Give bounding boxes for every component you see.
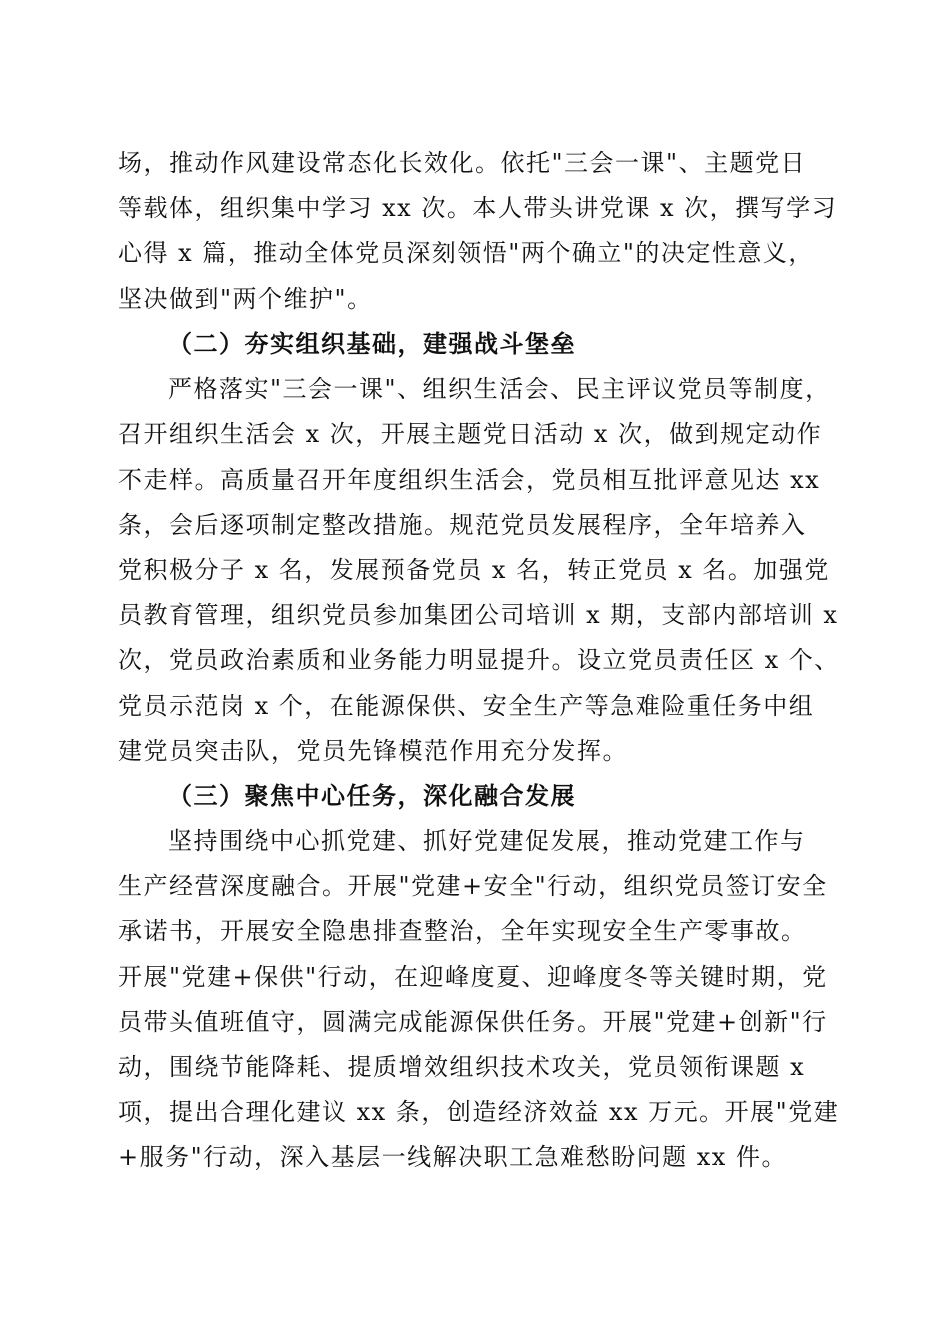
paragraph-line: 心得 x 篇，推动全体党员深刻领悟"两个确立"的决定性意义， (118, 239, 814, 267)
paragraph-line: 承诺书，开展安全隐患排查整治，全年实现安全生产零事故。 (118, 917, 807, 945)
paragraph-line: 生产经营深度融合。开展"党建+安全"行动，组织党员签订安全 (118, 872, 828, 900)
paragraph-line: 党员示范岗 x 个，在能源保供、安全生产等急难险重任务中组 (118, 692, 815, 720)
paragraph-line: 建党员突击队，党员先锋模范作用充分发挥。 (118, 737, 628, 765)
paragraph-line: 召开组织生活会 x 次，开展主题党日活动 x 次，做到规定动作 (118, 420, 823, 448)
paragraph-line: 条，会后逐项制定整改措施。规范党员发展程序，全年培养入 (118, 511, 807, 539)
paragraph-line: 党积极分子 x 名，发展预备党员 x 名，转正党员 x 名。加强党 (118, 556, 830, 584)
paragraph-line: 员带头值班值守，圆满完成能源保供任务。开展"党建+创新"行 (118, 1008, 828, 1036)
paragraph-line: 开展"党建+保供"行动，在迎峰度夏、迎峰度冬等关键时期，党 (118, 963, 828, 991)
paragraph-line: 动，围绕节能降耗、提质增效组织技术攻关，党员领衔课题 x (118, 1053, 806, 1081)
paragraph-line: 场，推动作风建设常态化长效化。依托"三会一课"、主题党日 (118, 149, 807, 177)
paragraph-line: 次，党员政治素质和业务能力明显提升。设立党员责任区 x 个、 (118, 646, 840, 674)
paragraph-line: 等载体，组织集中学习 xx 次。本人带头讲党课 x 次，撰写学习 (118, 194, 838, 222)
paragraph-line: 不走样。高质量召开年度组织生活会，党员相互批评意见达 xx (118, 466, 821, 494)
paragraph-line: +服务"行动，深入基层一线解决职工急难愁盼问题 xx 件。 (118, 1143, 787, 1171)
paragraph-first-line: 坚持围绕中心抓党建、抓好党建促发展，推动党建工作与 (168, 827, 806, 855)
paragraph-first-line: 严格落实"三会一课"、组织生活会、民主评议党员等制度， (168, 375, 831, 403)
section-heading-2: （二）夯实组织基础，建强战斗堡垒 (168, 329, 576, 358)
section-heading-3: （三）聚焦中心任务，深化融合发展 (168, 781, 576, 810)
paragraph-line: 项，提出合理化建议 xx 条，创造经济效益 xx 万元。开展"党建 (118, 1098, 840, 1126)
paragraph-line: 员教育管理，组织党员参加集团公司培训 x 期，支部内部培训 x (118, 601, 839, 629)
paragraph-line: 坚决做到"两个维护"。 (118, 285, 373, 313)
